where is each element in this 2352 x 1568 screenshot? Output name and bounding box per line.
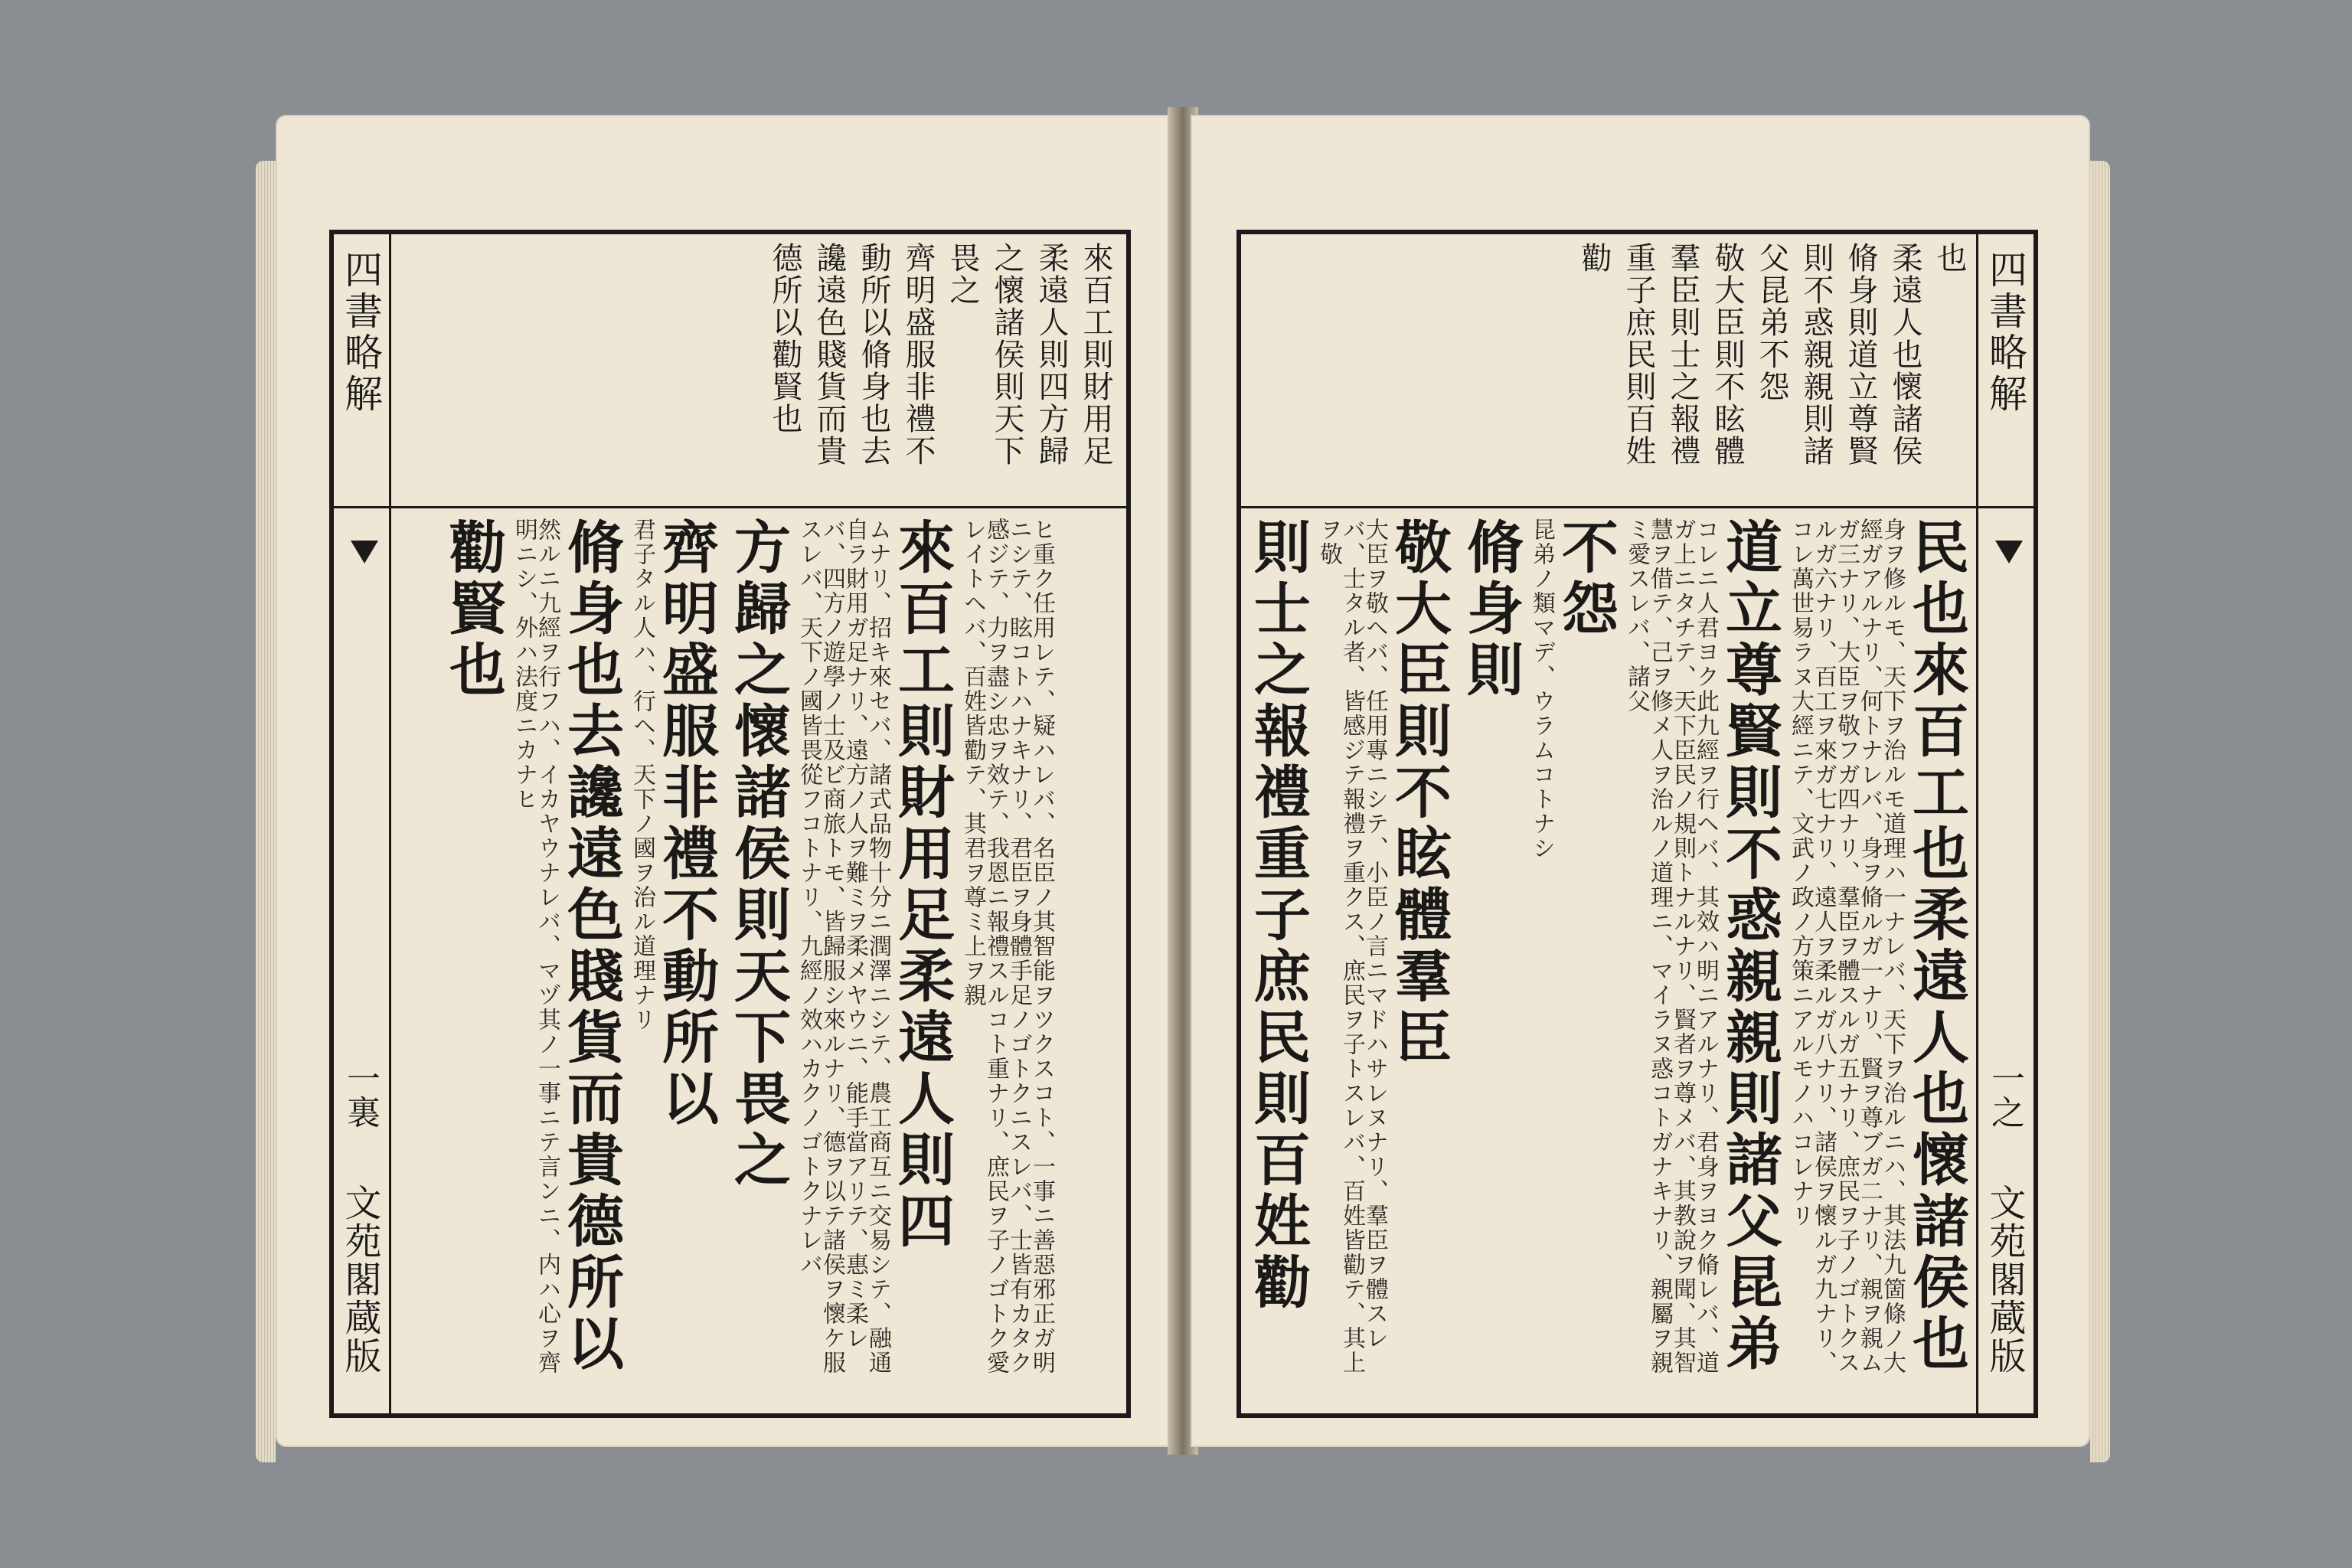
text-column-pair <box>440 518 506 1398</box>
upper-column: 父昆弟不怨 <box>1754 242 1789 403</box>
right-lower-register <box>1245 518 1969 1398</box>
commentary-column: 君子タル人ハ、行ヘ、天下ノ國ヲ治ル道理ナリ <box>629 518 655 1032</box>
left-page-edges <box>256 161 276 1462</box>
upper-column: 之懷諸侯則天下 <box>989 242 1024 467</box>
upper-column: 齊明盛服非禮不 <box>900 242 936 467</box>
commentary-column: 身ヲ修ルモ、天下ヲ治ルモ道理ハ一ナレバ、天下ヲ治ルニハ、其法九箇條ノ大經ガアルナリ、何トナレバ、身ヲ脩ルガ一ナリ、賢ヲ尊ブガ二ナリ、親ヲ親ムガ三ナリ、大臣ヲ敬フガ四ナリ、羣臣ヲ體スルガ五ナリ、庶民ヲ子ノゴトクスルガ六ナリ、百工ヲ來ガ七ナリ、遠人ヲ柔ルガ八ナリ、諸侯ヲ懷ルガ九ナリ、コレ萬世易ラヌ大經ニテ、文武ノ政ノ方策ニアルモノハコレナリ <box>1787 518 1906 1375</box>
upper-column: 也 <box>1932 242 1967 274</box>
folio-number: 一裏 <box>341 1061 380 1129</box>
register-divider <box>334 506 1126 508</box>
upper-column: 動所以脩身也去 <box>856 242 891 467</box>
text-column-pair <box>725 518 791 1398</box>
right-page-edges <box>2090 161 2110 1462</box>
commentary-column: コレニ人君ヨク此九經ヲ行ヘバ、其效ハ明ニアルナリ、君身ヲヨク脩レバ、道ガ上ニタチテ、天下臣民ノ規則トナルナリ、賢者ヲ尊メバ、其教說ヲ聞、其智慧ヲ借テ、己ヲ修メ人ヲ治ルノ道理ニ、マイラヌ惑コトガナキナリ、親屬ヲ親ミ愛スレバ、諸父 <box>1623 518 1719 1375</box>
text-column-pair <box>511 518 624 1398</box>
commentary-column: ムナリ、招キ來セバ、諸式品物十分ニ潤澤ニシテ、農工商互ニ交易シテ、融通自ラ財用ガ足ナリ、遠方ノ人ヲ難ミヲ柔メヤウニ、能手當アリテ、惠ミ柔レバ、四方ノ遊學ノ士及ビ商旅トモ、皆歸服シ來ルナリ、德ヲ以テ諸侯ヲ懷ケ服スレバ、天下ノ國皆畏從フコトナリ、九經ノ效ハカクノゴトクナレバ <box>795 518 891 1375</box>
upper-column: 畏之 <box>945 242 980 306</box>
upper-column: 羣臣則士之報禮 <box>1665 242 1700 467</box>
main-text-column: 來百工則財用足柔遠人則四 <box>889 518 955 1253</box>
left-page <box>276 115 1175 1447</box>
right-upper-register <box>1256 234 1965 506</box>
text-column-pair <box>961 518 1057 1398</box>
upper-column: 脩身則道立尊賢 <box>1843 242 1878 467</box>
upper-column: 敬大臣則不眩體 <box>1710 242 1745 467</box>
upper-column: 來百工則財用足 <box>1078 242 1113 467</box>
register-divider <box>1241 506 2034 508</box>
main-text-column: 道立尊賢則不惑親親則諸父昆弟 <box>1717 518 1782 1375</box>
commentary-column: 然ルニ九經ヲ行フハ、イカヤウナレバ、マヅ其ノ一事ニテ言ンニ、内ハ心ヲ齊明ニシ、外ハ法度ニカナヒ <box>511 518 560 1375</box>
main-text-column: 齊明盛服非禮不動所以 <box>653 518 719 1130</box>
text-column-pair <box>1528 518 1619 1398</box>
margin-title: 四書略解 <box>338 250 383 415</box>
publisher-colophon: 文苑閣蔵版 <box>1983 1184 2026 1375</box>
text-column-pair <box>1623 518 1782 1398</box>
upper-column: 重子庶民則百姓 <box>1621 242 1656 467</box>
upper-column: 則不惑親親則諸 <box>1798 242 1834 467</box>
upper-column: 柔遠人也懷諸侯 <box>1887 242 1922 467</box>
text-column-pair <box>629 518 719 1398</box>
main-text-column: 方歸之懷諸侯則天下畏之 <box>725 518 791 1191</box>
publisher-colophon: 文苑閣蔵版 <box>338 1184 381 1375</box>
commentary-column: 大臣ヲ敬ヘバ、任用專ニシテ、小臣ノ言ニマドハサレヌナリ、羣臣ヲ體スレバ、士タル者、皆感ジテ報禮ヲ重クス、庶民ヲ子トスレバ、百姓皆勸テ、其上ヲ敬 <box>1315 518 1388 1375</box>
main-text-column: 不怨 <box>1553 518 1619 640</box>
upper-column: 柔遠人則四方歸 <box>1034 242 1069 467</box>
main-text-column: 勸賢也 <box>440 518 506 701</box>
commentary-column: ヒ重ク任用レテ、疑ハレバ、名臣ノ其智能ヲツクスコト、一事ニ善惡邪正ガ明ニシテ、眩コトハナキナリ、君臣ヲ身體手足ノゴトクニスレバ、士皆有カタク感ジテ、力ヲ盡シ忠ヲ效テ、我恩ニ報禮スルコト重ナリ、庶民ヲ子ノゴトク愛レイトヘバ、百姓皆勸テ、其君ヲ尊ミ上ヲ親 <box>959 518 1055 1375</box>
text-column-pair <box>1458 518 1524 1398</box>
main-text-column: 則士之報禮重子庶民則百姓勸 <box>1245 518 1311 1314</box>
left-upper-register <box>586 234 1111 506</box>
text-column-pair <box>1245 518 1311 1398</box>
upper-column: 勸 <box>1576 242 1612 274</box>
text-column-pair <box>1787 518 1969 1398</box>
main-text-column: 敬大臣則不眩體羣臣 <box>1386 518 1452 1069</box>
left-print-frame <box>329 230 1131 1418</box>
right-margin-strip <box>1976 234 2034 1413</box>
folio-number: 一之 <box>1985 1061 2024 1129</box>
main-text-column: 民也來百工也柔遠人也懷諸侯也 <box>1903 518 1969 1375</box>
open-book <box>276 84 2098 1508</box>
upper-column: 德所以勸賢也 <box>767 242 802 435</box>
text-column-pair <box>795 518 955 1398</box>
margin-title: 四書略解 <box>1983 250 2027 415</box>
right-print-frame <box>1236 230 2038 1418</box>
commentary-column: 昆弟ノ類マデ、ウラムコトナシ <box>1528 518 1555 861</box>
main-text-column: 脩身則 <box>1458 518 1524 701</box>
right-page <box>1191 115 2090 1447</box>
fishtail-mark <box>1995 541 2023 571</box>
text-column-pair <box>1315 518 1452 1398</box>
upper-column: 讒遠色賤貨而貴 <box>812 242 847 467</box>
left-lower-register <box>349 518 1057 1398</box>
main-text-column: 脩身也去讒遠色賤貨而貴德所以 <box>558 518 624 1375</box>
